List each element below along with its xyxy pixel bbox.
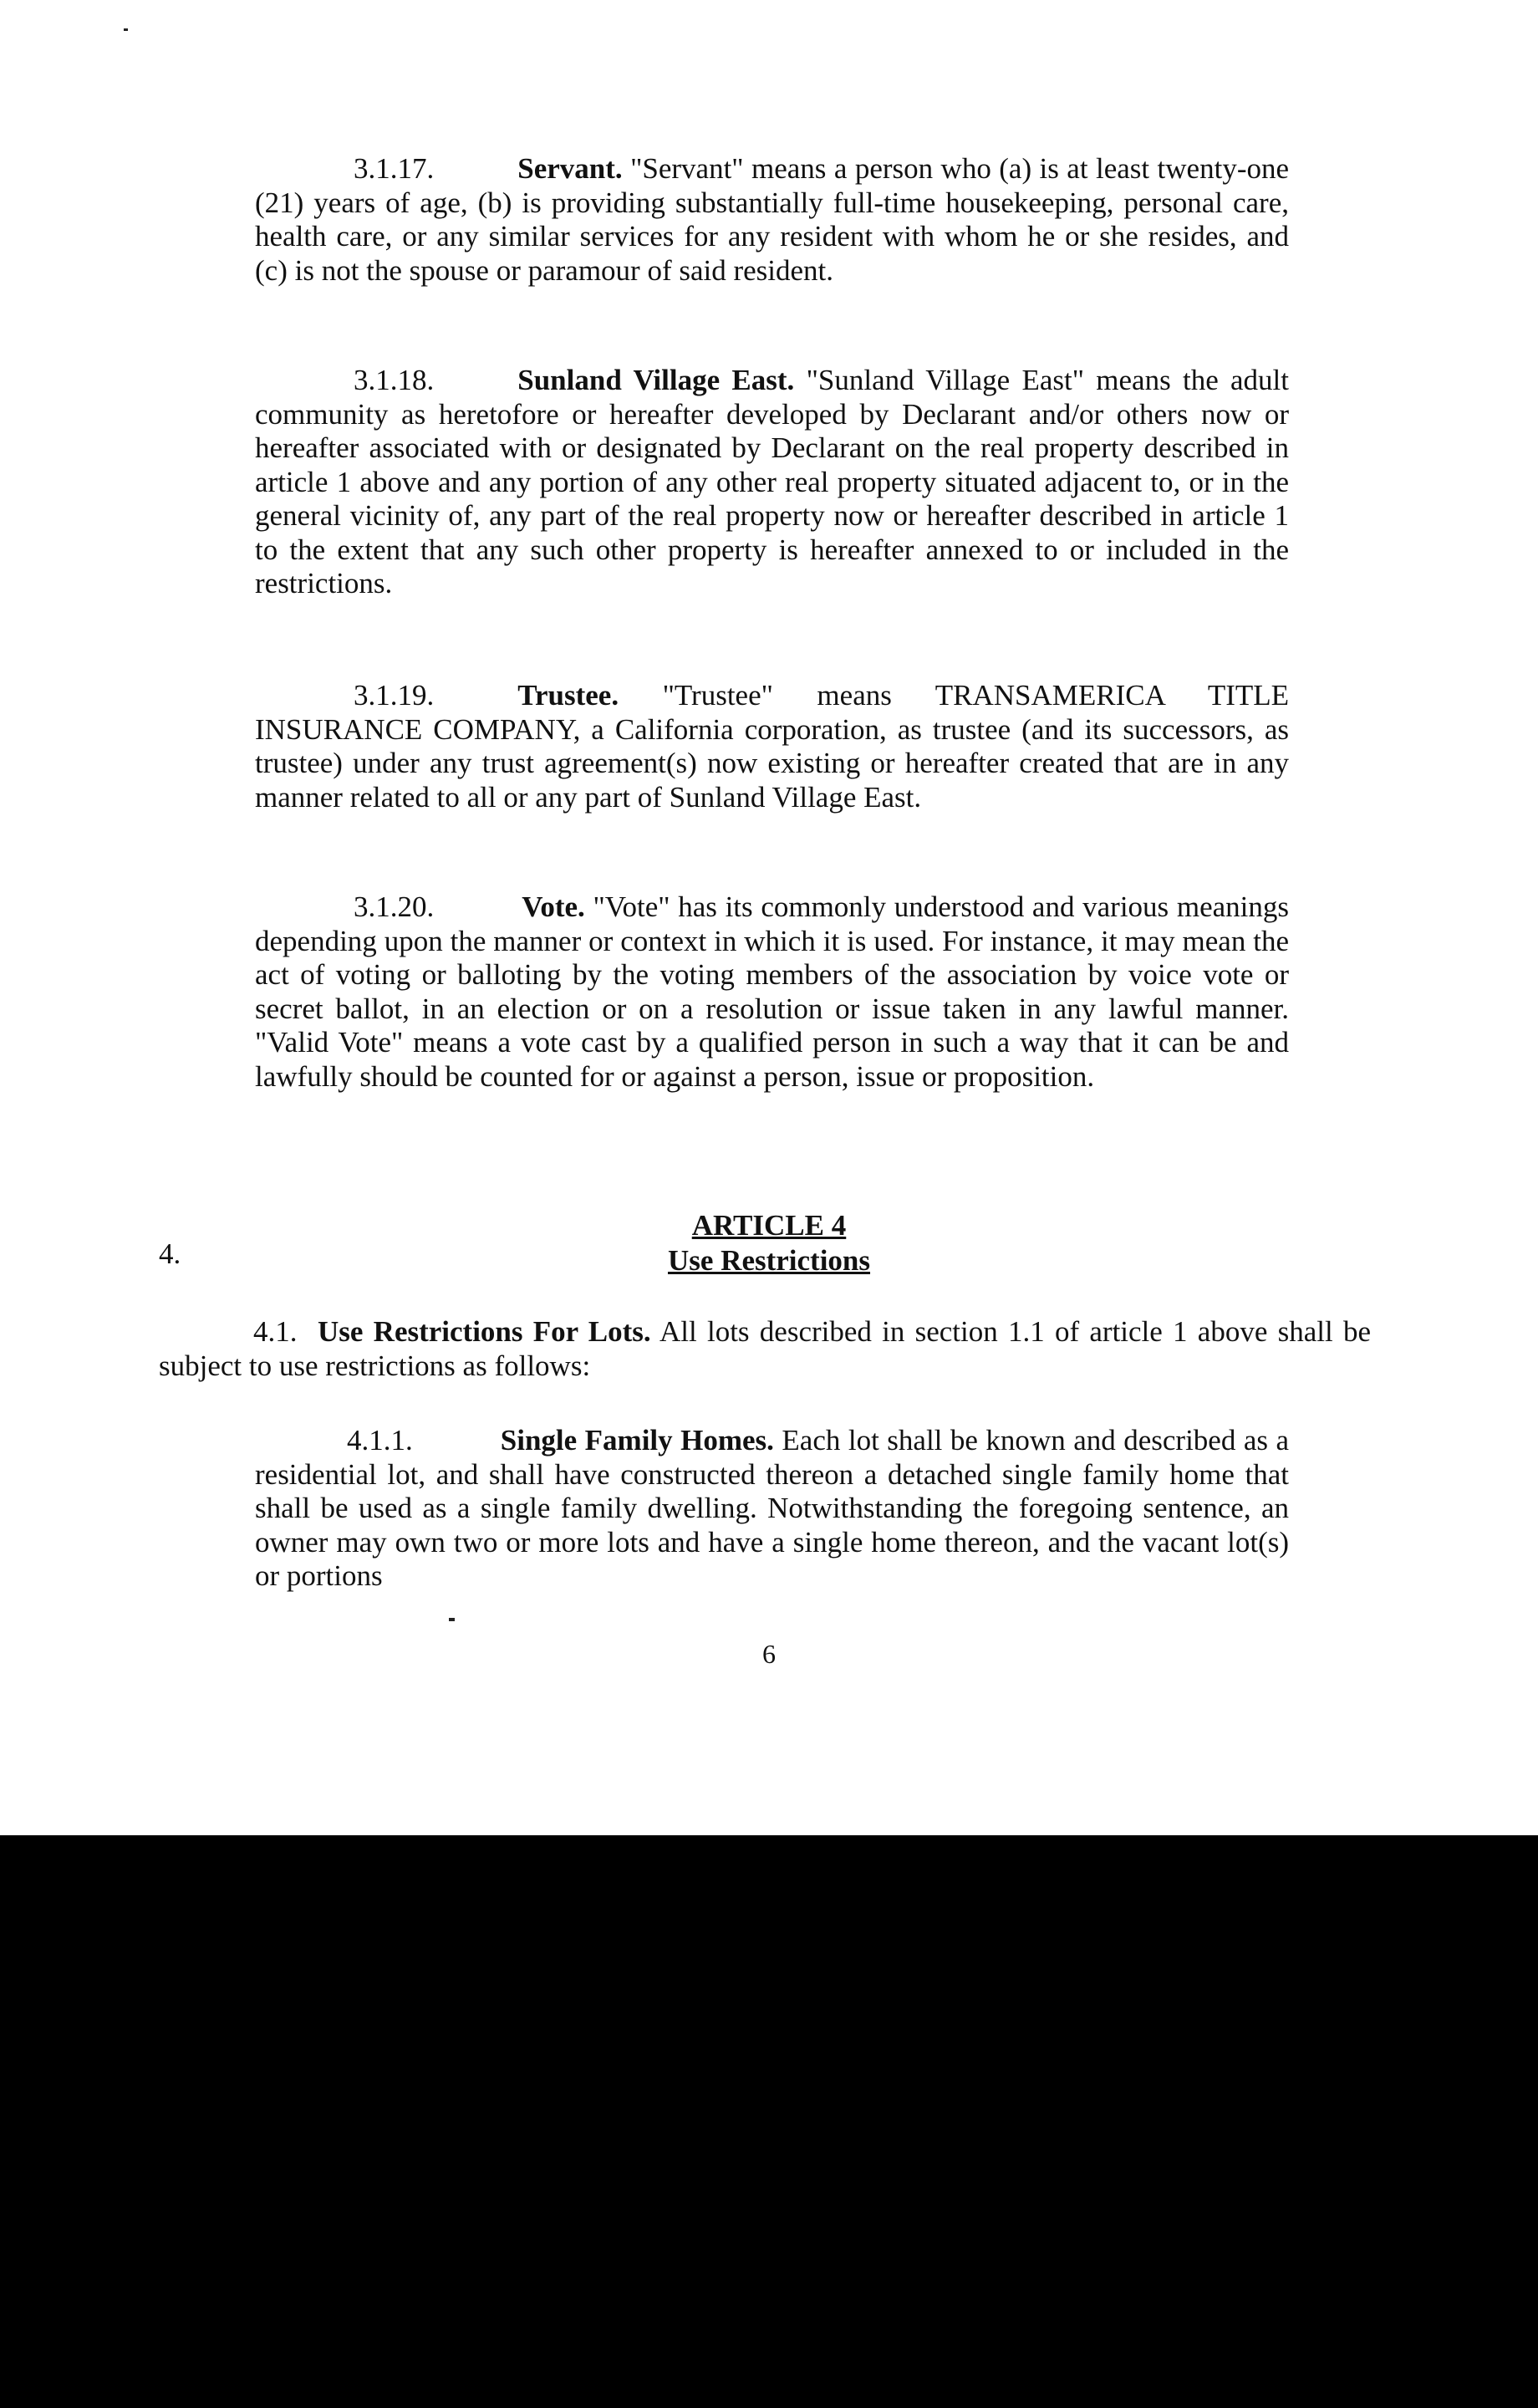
section-4-1 (159, 1315, 1371, 1383)
section-3-1-17 (255, 152, 1289, 288)
section-number: 3.1.20. (354, 890, 435, 923)
article-side-number: 4. (159, 1237, 181, 1270)
section-text: "Vote" has its commonly understood and various meanings depending upon the manner or context in which it is used. For instance, it may mean the act of voting or balloting by the voting members of the association by voice vote or secret ballot, in an election or on a resolution or issue taken in any lawful manner. "Valid Vote" means a vote cast by a qualified person in such a way that it can be and lawfully should be counted for or against a person, issue or proposition. (255, 890, 1289, 1093)
section-3-1-20 (255, 890, 1289, 1094)
section-term: Trustee. (517, 679, 619, 712)
page-number: 6 (762, 1639, 776, 1669)
section-number: 3.1.19. (354, 679, 435, 712)
section-term: Use Restrictions For Lots. (318, 1315, 651, 1348)
section-term: Vote. (522, 890, 585, 923)
section-number: 3.1.17. (354, 152, 435, 185)
section-text: All lots described in section 1.1 of article 1 above shall be subject to use restrictions as follows: (159, 1315, 1372, 1382)
article-subtitle: Use Restrictions (667, 1244, 871, 1277)
section-3-1-18 (255, 364, 1289, 601)
section-term: Servant. (517, 152, 623, 185)
section-number: 4.1. (253, 1315, 298, 1348)
scan-speck (124, 28, 128, 31)
section-term: Single Family Homes. (500, 1424, 774, 1457)
section-text: Each lot shall be known and described as a residential lot, and shall have constructed thereon a detached single family home that shall be used as a single family dwelling. Notwithstanding the foregoing sentence, an owner may own two or more lots and have a single home thereon, and the vacant lot(s) or portions (255, 1424, 1290, 1592)
scan-black-region (0, 1835, 1538, 2408)
section-text: "Servant" means a person who (a) is at least twenty-one (21) years of age, (b) is providing substantially full-time housekeeping, personal care, health care, or any similar services for any resident with whom he or she resides, and (c) is not the spouse or paramour of said resident. (255, 152, 1290, 287)
section-text: "Trustee" means TRANSAMERICA TITLE INSURANCE COMPANY, a California corporation, as trustee (and its successors, as trustee) under any trust agreement(s) now existing or hereafter created that are in any manner related to all or any part of Sunland Village East. (255, 679, 1290, 814)
section-3-1-19 (255, 679, 1289, 814)
section-4-1-1 (255, 1424, 1289, 1594)
article-title: ARTICLE 4 (691, 1209, 847, 1242)
section-term: Sunland Village East. (517, 364, 795, 396)
section-number: 3.1.18. (354, 364, 435, 396)
section-number: 4.1.1. (347, 1424, 413, 1457)
scan-speck (449, 1618, 455, 1621)
section-text: "Sunland Village East" means the adult community as heretofore or hereafter developed by Declarant and/or others now or hereafter associated with or designated by Declarant on the real property described in article 1 above and any portion of any other real property situated adjacent to, or in the general vicinity of, any part of the real property now or hereafter described in article 1 to the extent that any such other property is hereafter annexed to or included in the restrictions. (255, 364, 1290, 599)
